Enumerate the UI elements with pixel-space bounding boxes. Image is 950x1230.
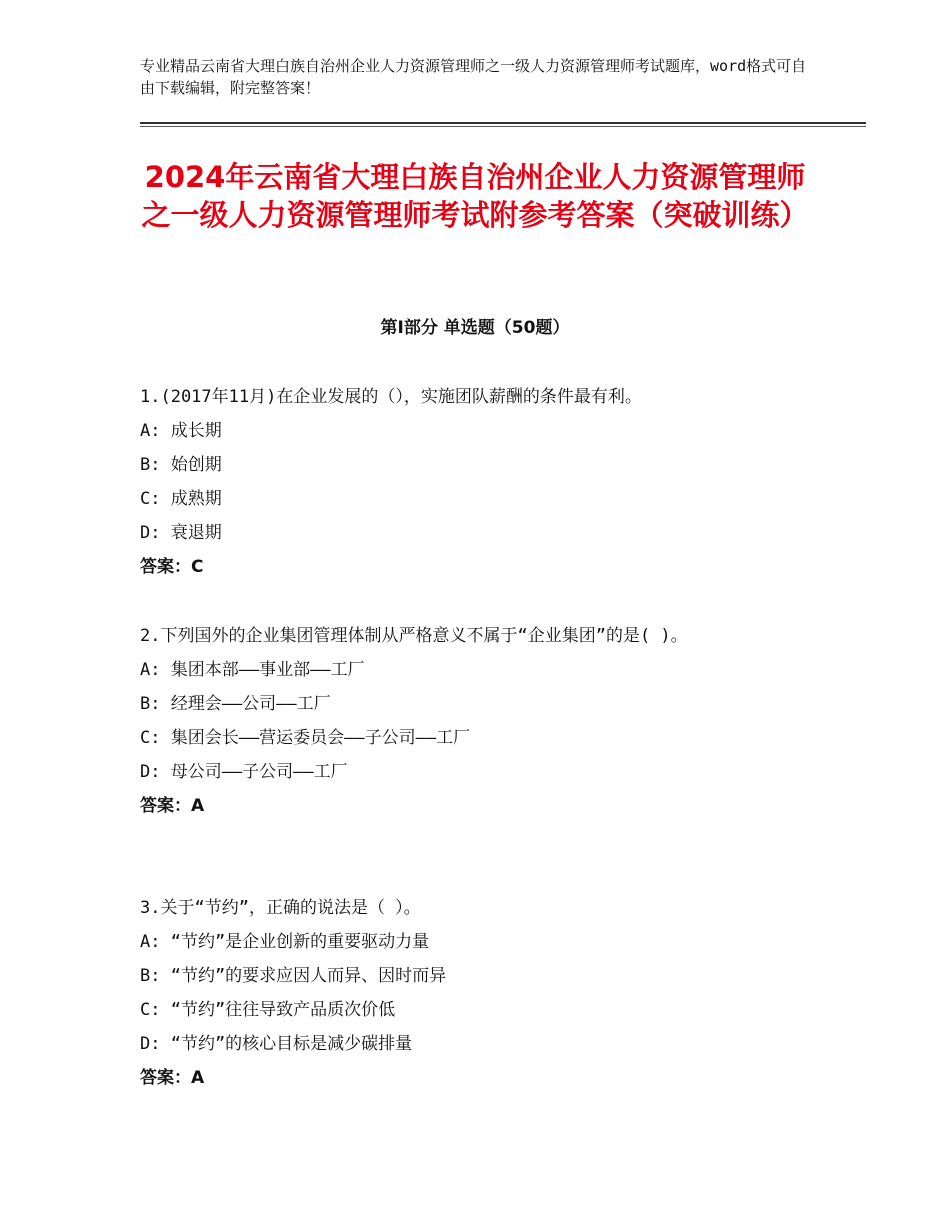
- header-divider-thin: [140, 126, 866, 127]
- option-b: B: “节约”的要求应因人而异、因时而异: [140, 966, 447, 986]
- option-b: B: 经理会——公司——工厂: [140, 694, 331, 714]
- option-d: D: “节约”的核心目标是减少碳排量: [140, 1034, 413, 1054]
- answer-line: 答案：C: [140, 557, 204, 577]
- question-item: [140, 619, 810, 823]
- option-c: C: 成熟期: [140, 489, 222, 509]
- option-a: A: 成长期: [140, 421, 222, 441]
- question-item: [140, 891, 810, 1095]
- question-stem: 3.关于“节约”，正确的说法是（ ）。: [140, 898, 421, 918]
- option-a: A: 集团本部——事业部——工厂: [140, 660, 365, 680]
- header-note: 专业精品云南省大理白族自治州企业人力资源管理师之一级人力资源管理师考试题库，word格式可自由下载编辑，附完整答案！: [140, 57, 807, 97]
- option-d: D: 母公司——子公司——工厂: [140, 762, 348, 782]
- question-stem: 2.下列国外的企业集团管理体制从严格意义不属于“企业集团”的是( )。: [140, 626, 688, 646]
- question-stem: 1.(2017年11月)在企业发展的（），实施团队薪酬的条件最有利。: [140, 387, 642, 407]
- question-item: [140, 380, 810, 584]
- option-b: B: 始创期: [140, 455, 222, 475]
- header-divider: [140, 122, 866, 124]
- document-title: 2024年云南省大理白族自治州企业人力资源管理师之一级人力资源管理师考试附参考答案（突破训练）: [141, 160, 809, 232]
- option-a: A: “节约”是企业创新的重要驱动力量: [140, 932, 430, 952]
- section-heading: 第Ⅰ部分 单选题（50题）: [380, 318, 570, 338]
- option-c: C: 集团会长——营运委员会——子公司——工厂: [140, 728, 471, 748]
- answer-line: 答案：A: [140, 796, 205, 816]
- answer-line: 答案：A: [140, 1068, 205, 1088]
- option-c: C: “节约”往往导致产品质次价低: [140, 1000, 396, 1020]
- option-d: D: 衰退期: [140, 523, 222, 543]
